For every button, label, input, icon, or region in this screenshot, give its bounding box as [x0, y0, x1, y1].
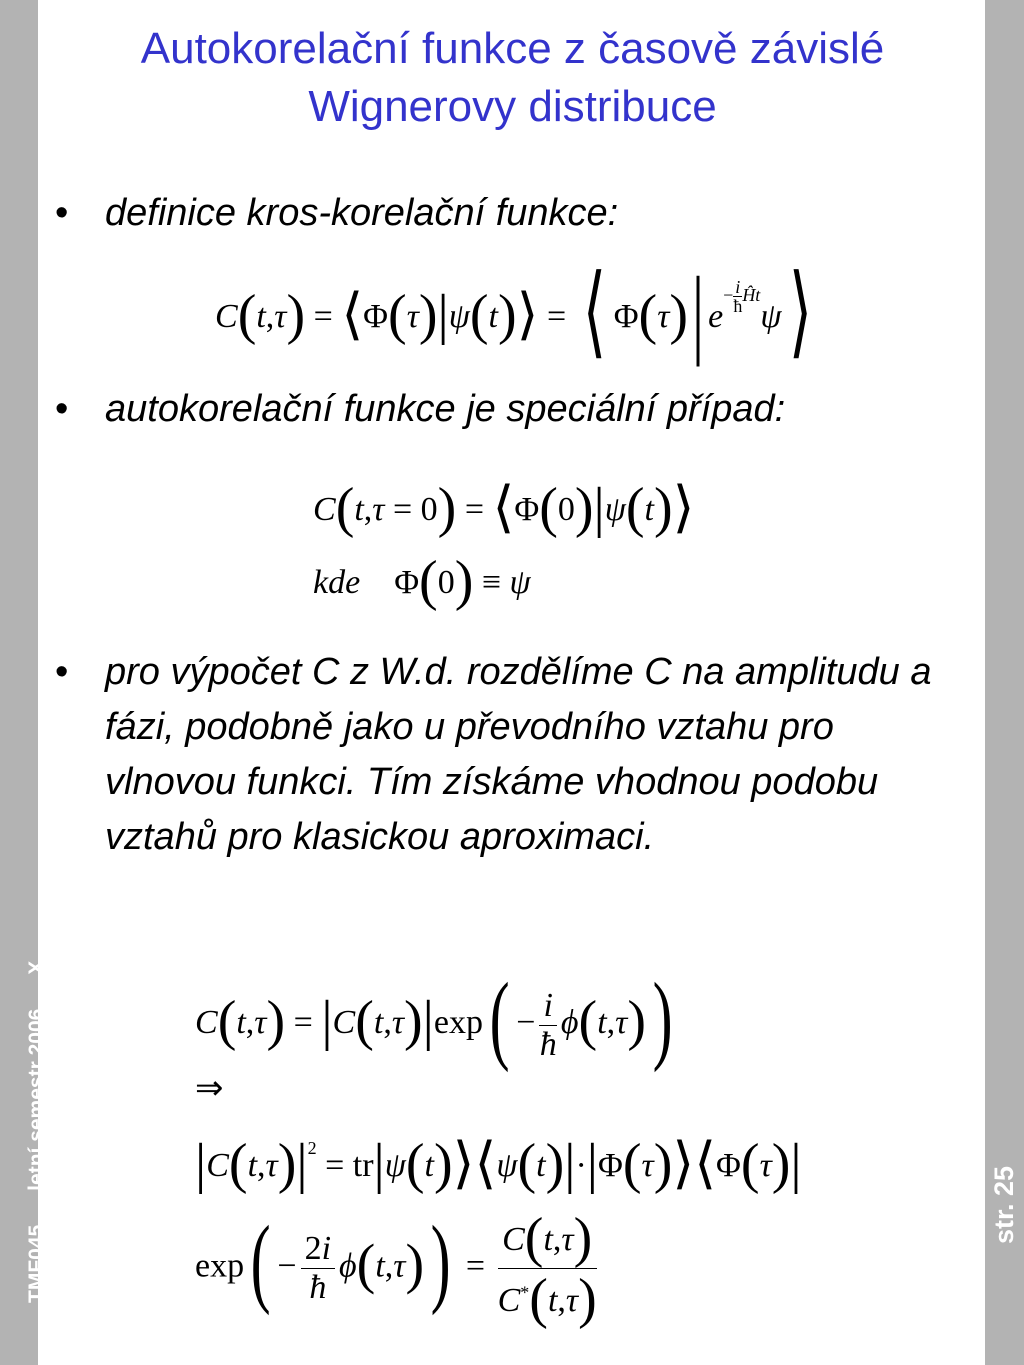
equation-kde: kde Φ(0) ≡ ψ	[313, 550, 531, 612]
chapter-label: X	[25, 960, 48, 975]
equation-cross-correlation: C(t,τ) = ⟨Φ(τ)|ψ(t)⟩ = ⟨ Φ(τ)| $e^{- \frac{i}{ħ} Ĥt}\psi⟩$	[215, 256, 813, 367]
course-code: TMF045	[25, 1224, 48, 1303]
bullet-item-1	[55, 186, 965, 241]
bullet-text: autokorelační funkce je speciální případ:	[105, 388, 786, 430]
slide-title: Autokorelační funkce z časově závislé Wignerovy distribuce	[140, 24, 885, 131]
semester-label: letní semestr 2006	[25, 1008, 48, 1191]
bullet-marker: •	[55, 388, 69, 430]
exp-label: exp	[195, 1247, 245, 1285]
exp-label: exp	[433, 1004, 483, 1041]
equation-phase-ratio: exp( − $\frac{2i}{ħ}$ ϕ(t,τ)) = $\frac{C(t,\tau)}{C^*(t,\tau)}$	[195, 1205, 597, 1330]
bullet-item-3	[55, 645, 965, 865]
equation-modulus-squared: $|C(t,\tau)|^2$ = tr|ψ(t)⟩⟨ψ(t)|·|Φ(τ)⟩⟨Φ(τ)|	[195, 1133, 802, 1195]
implies-symbol: ⇒	[195, 1070, 224, 1107]
bullet-text: definice kros-korelační funkce:	[105, 192, 619, 234]
equation-autocorrelation: C(t,τ = 0) = ⟨Φ(0)|ψ(t)⟩	[313, 477, 695, 539]
bullet-text: pro výpočet C z W.d. rozdělíme C na amplitudu a fázi, podobně jako u převodního vztahu pro vlnovou funkci. Tím získáme vhodnou podobu vztahů pro klasickou aproximaci.	[105, 651, 932, 858]
equation-amplitude-phase: C(t,τ) = |C(t,τ)|exp( − $\frac{i}{ħ}$ ϕ(t,τ))	[195, 962, 673, 1073]
bullet-item-2	[55, 382, 965, 437]
trace-label: tr	[352, 1147, 374, 1184]
footer-left-label	[24, 863, 50, 1303]
kde-label: kde	[313, 564, 361, 601]
bullet-marker: •	[55, 651, 69, 693]
bullet-marker: •	[55, 192, 69, 234]
page-number: str. 25	[989, 1165, 1019, 1245]
